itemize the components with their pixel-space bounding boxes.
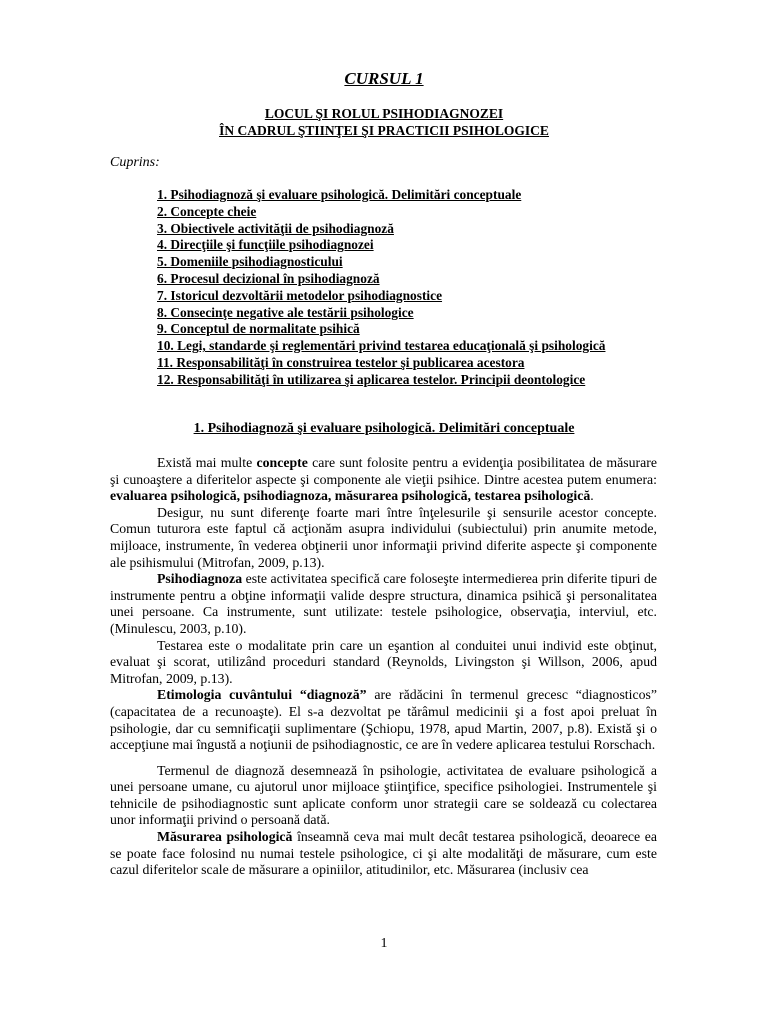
- toc-item[interactable]: 9. Conceptul de normalitate psihică: [157, 321, 360, 337]
- course-title: CURSUL 1: [344, 69, 424, 88]
- table-of-contents: [157, 187, 717, 389]
- body-paragraph: [110, 638, 657, 688]
- toc-item[interactable]: 4. Direcţiile şi funcţiile psihodiagnozei: [157, 237, 374, 253]
- body-paragraph: [110, 687, 657, 753]
- toc-item[interactable]: 12. Responsabilităţi în utilizarea şi aplicarea testelor. Principii deontologice: [157, 371, 586, 387]
- text-run: Există mai multe: [157, 455, 257, 470]
- document-title: [0, 105, 768, 139]
- bold-term: concepte: [256, 455, 308, 470]
- toc-item[interactable]: 5. Domeniile psihodiagnosticului: [157, 254, 343, 270]
- toc-item[interactable]: 7. Istoricul dezvoltării metodelor psihodiagnostice: [157, 287, 443, 303]
- toc-item[interactable]: 1. Psihodiagnoză şi evaluare psihologică. Delimitări conceptuale: [157, 187, 522, 202]
- title-line: ÎN CADRUL ŞTIINŢEI ŞI PRACTICII PSIHOLOGICE: [219, 123, 549, 138]
- toc-item[interactable]: 10. Legi, standarde şi reglementări privind testarea educaţională şi psihologică: [157, 338, 606, 354]
- text-run: este activitatea specifică care foloseşte intermedierea prin diferite tipuri de instrumente pentru a obţine informaţii valide despre structura, dinamica psihică şi personalitatea unei persoane. Ca instrumente, sunt utilizate: testele psihologice, observaţia, interviul, etc. (Minulescu, 2003, p.10).: [110, 571, 657, 636]
- text-run: Desigur, nu sunt diferenţe foarte mari între înţelesurile şi sensurile acestor concepte. Comun tuturora este faptul că acţionăm asupra individului (subiectului) prin anumite metode, mijloace, instrumente, în vederea obţinerii unor informaţii privind diferite aspecte şi componente ale psihismului (Mitrofan, 2009, p.13).: [110, 504, 657, 570]
- text-run: are rădăcini în termenul grecesc “diagnosticos” (capacitatea de a recunoaşte). El s-a dezvoltat pe tărâmul medicinii şi a fost apoi preluat în psihologie, dar cu semnificaţii suplimentare (Şchiopu, 1978, apud Martin, 2007, p.8). Există şi o accepţiune mai îngustă a noţiunii de psihodiagnostic, ce are în vedere aplicarea testului Rorschach.: [110, 687, 657, 753]
- bold-term: Psihodiagnoza: [157, 571, 243, 587]
- section-heading: 1. Psihodiagnoză şi evaluare psihologică. Delimitări conceptuale: [193, 421, 575, 436]
- text-run: care sunt folosite pentru a evidenţia posibilitatea de măsurare şi cunoaştere a diferitelor aspecte şi componente ale vieţii psihice. Dintre acestea putem enumera:: [110, 455, 657, 487]
- toc-item[interactable]: 6. Procesul decizional în psihodiagnoză: [157, 270, 380, 286]
- page-number: 1: [380, 936, 388, 951]
- body-paragraph: [110, 455, 657, 505]
- text-run: Termenul de diagnoză desemnează în psihologie, activitatea de evaluare psihologică a unei persoane umane, cu ajutorul unor mijloace ştiinţifice, specifice psihologiei. Instrumentele şi tehnicile de psihodiagnostic sunt aplicate conform unor strategii care se soldează cu colectarea unor informaţii privind o persoană dată.: [110, 762, 657, 828]
- bold-term: Măsurarea psihologică: [157, 829, 293, 845]
- body-text: [110, 455, 657, 879]
- body-paragraph: [110, 571, 657, 637]
- toc-item[interactable]: 2. Concepte cheie: [157, 203, 257, 219]
- toc-item[interactable]: 11. Responsabilităţi în construirea testelor şi publicarea acestora: [157, 354, 525, 370]
- title-line: LOCUL ŞI ROLUL PSIHODIAGNOZEI: [264, 106, 504, 121]
- toc-item[interactable]: 3. Obiectivele activităţii de psihodiagnoză: [157, 220, 394, 236]
- bold-term: Etimologia cuvântului “diagnoză”: [157, 687, 367, 703]
- body-paragraph: [110, 505, 657, 571]
- text-run: înseamnă ceva mai mult decât testarea psihologică, deoarece ea se poate face folosind nu numai testele psihologice, ci şi alte modalităţi de măsurare, cum este cazul diferitelor scale de măsurare a opiniilor, atitudinilor, etc. Măsurarea (inclusiv cea: [110, 829, 657, 878]
- body-paragraph: [110, 763, 657, 829]
- text-run: .: [590, 488, 594, 504]
- bold-term: evaluarea psihologică, psihodiagnoza, măsurarea psihologică, testarea psihologică: [110, 488, 591, 504]
- toc-item[interactable]: 8. Consecinţe negative ale testării psihologice: [157, 304, 414, 320]
- contents-label: Cuprins:: [110, 155, 160, 170]
- body-paragraph: [110, 829, 657, 879]
- text-run: Testarea este o modalitate prin care un eşantion al conduitei unui individ este obţinut, evaluat şi scorat, utilizând proceduri standard (Reynolds, Livingston şi Willson, 2006, apud Mitrofan, 2009, p.13).: [110, 637, 657, 686]
